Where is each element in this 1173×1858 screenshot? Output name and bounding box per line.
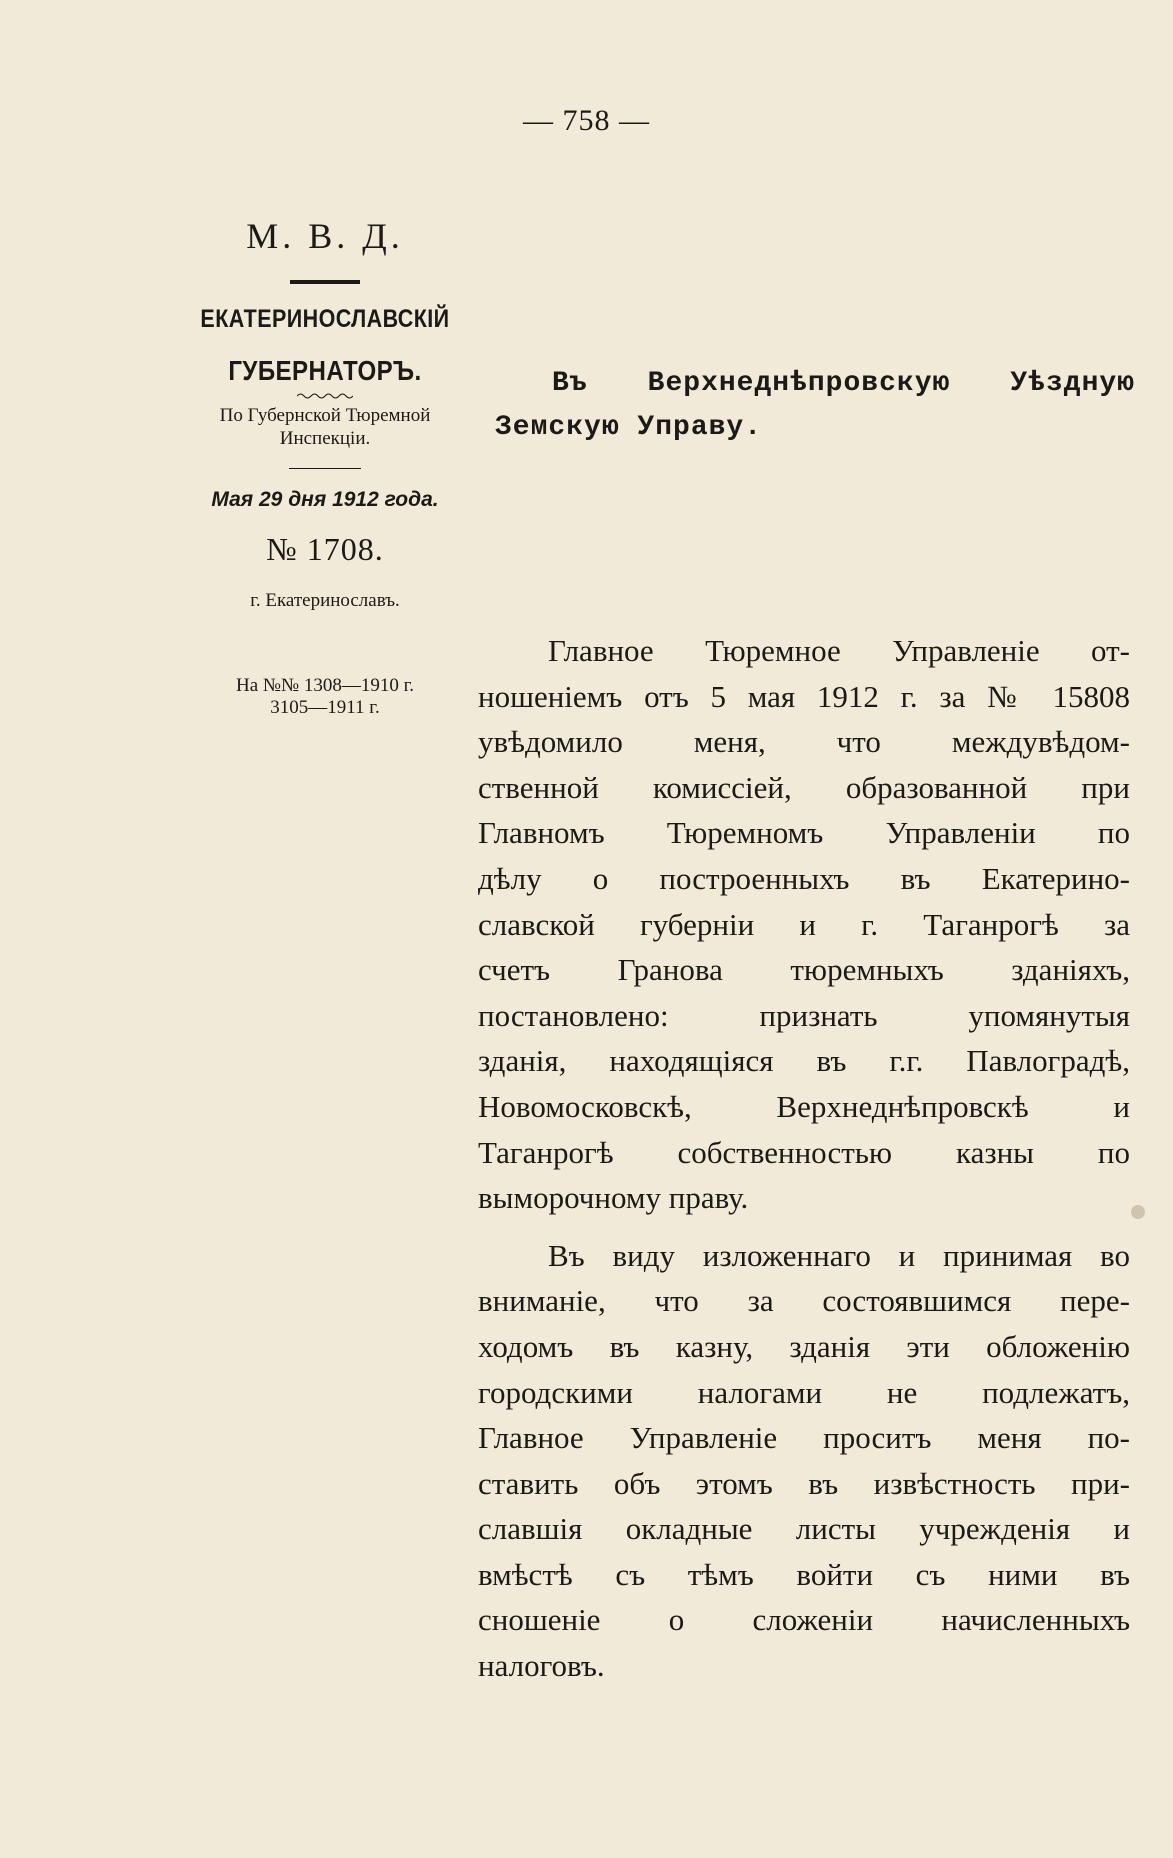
text-line: постановлено: признать упомянутыя — [478, 997, 1130, 1033]
text-line: Въ виду изложеннаго и принимая во — [548, 1237, 1130, 1273]
addressee-line2: Земскую Управу. — [495, 412, 763, 443]
text-line: дѣлу о построенныхъ въ Екатерино- — [478, 860, 1130, 896]
text-line: Главное Управленіе проситъ меня по- — [478, 1420, 1130, 1456]
text-line: выморочному праву. — [478, 1180, 749, 1216]
text-line: ственной комиссіей, образованной при — [478, 769, 1130, 805]
text-line: вниманіе, что за состоявшимся пере- — [478, 1283, 1130, 1319]
addressee-line1 — [552, 362, 1135, 406]
ministry-abbreviation: М. В. Д. — [246, 216, 404, 256]
text-line: увѣдомило меня, что междувѣдом- — [478, 724, 1130, 760]
reference-line1: На №№ 1308—1910 г. — [235, 675, 415, 696]
addressee-word: Уѣздную — [1010, 368, 1135, 399]
text-line: Новомосковскѣ, Верхнеднѣпровскѣ и — [478, 1088, 1130, 1124]
text-line: Главномъ Тюремномъ Управленіи по — [478, 815, 1130, 851]
reference-line2: 3105—1911 г. — [270, 697, 380, 718]
text-line: вмѣстѣ съ тѣмъ войти съ ними въ — [478, 1556, 1130, 1592]
letterhead — [170, 212, 480, 719]
text-line: ношеніемъ отъ 5 мая 1912 г. за № 15808 — [478, 678, 1130, 714]
document-number: № 1708. — [266, 531, 384, 567]
addressee-word: Верхнеднѣпровскую — [647, 368, 951, 399]
document-date: Мая 29 дня 1912 года. — [211, 488, 439, 511]
text-line: славшія окладные листы учрежденія и — [478, 1511, 1130, 1547]
text-line: ходомъ въ казну, зданія эти обложенію — [478, 1328, 1130, 1364]
page-number: — 758 — — [523, 104, 650, 137]
office-title-line2: ГУБЕРНАТОРЪ. — [228, 355, 422, 386]
paragraph-2 — [478, 1233, 1130, 1689]
text-line: сношеніе о сложеніи начисленныхъ — [478, 1602, 1130, 1638]
text-line: городскими налогами не подлежатъ, — [478, 1374, 1130, 1410]
paragraph-1 — [478, 628, 1130, 1221]
addressee-word: Въ — [552, 368, 588, 399]
department-line2: Инспекціи. — [279, 428, 371, 449]
text-line: ставить объ этомъ въ извѣстность при- — [478, 1465, 1130, 1501]
squiggle-ornament — [297, 392, 353, 400]
text-line: зданія, находящіяся въ г.г. Павлоградѣ, — [478, 1043, 1130, 1079]
text-line: Главное Тюремное Управленіе от- — [548, 633, 1130, 668]
department-line1: По Губернской Тюремной — [219, 405, 431, 426]
letterhead-rule — [290, 280, 360, 284]
office-title-line1: ЕКАТЕРИНОСЛАВСКІЙ — [200, 305, 450, 333]
text-line: счетъ Гранова тюремныхъ зданіяхъ, — [478, 952, 1130, 988]
text-line: Таганрогѣ собственностью казны по — [478, 1134, 1130, 1170]
letterhead-thin-rule — [289, 468, 361, 469]
addressee — [495, 362, 1135, 450]
paper-stain — [1131, 1205, 1145, 1219]
letter-body — [478, 628, 1130, 1689]
document-city: г. Екатеринославъ. — [250, 590, 400, 611]
text-line: славской губерніи и г. Таганрогѣ за — [478, 906, 1130, 942]
text-line: налоговъ. — [478, 1648, 605, 1684]
